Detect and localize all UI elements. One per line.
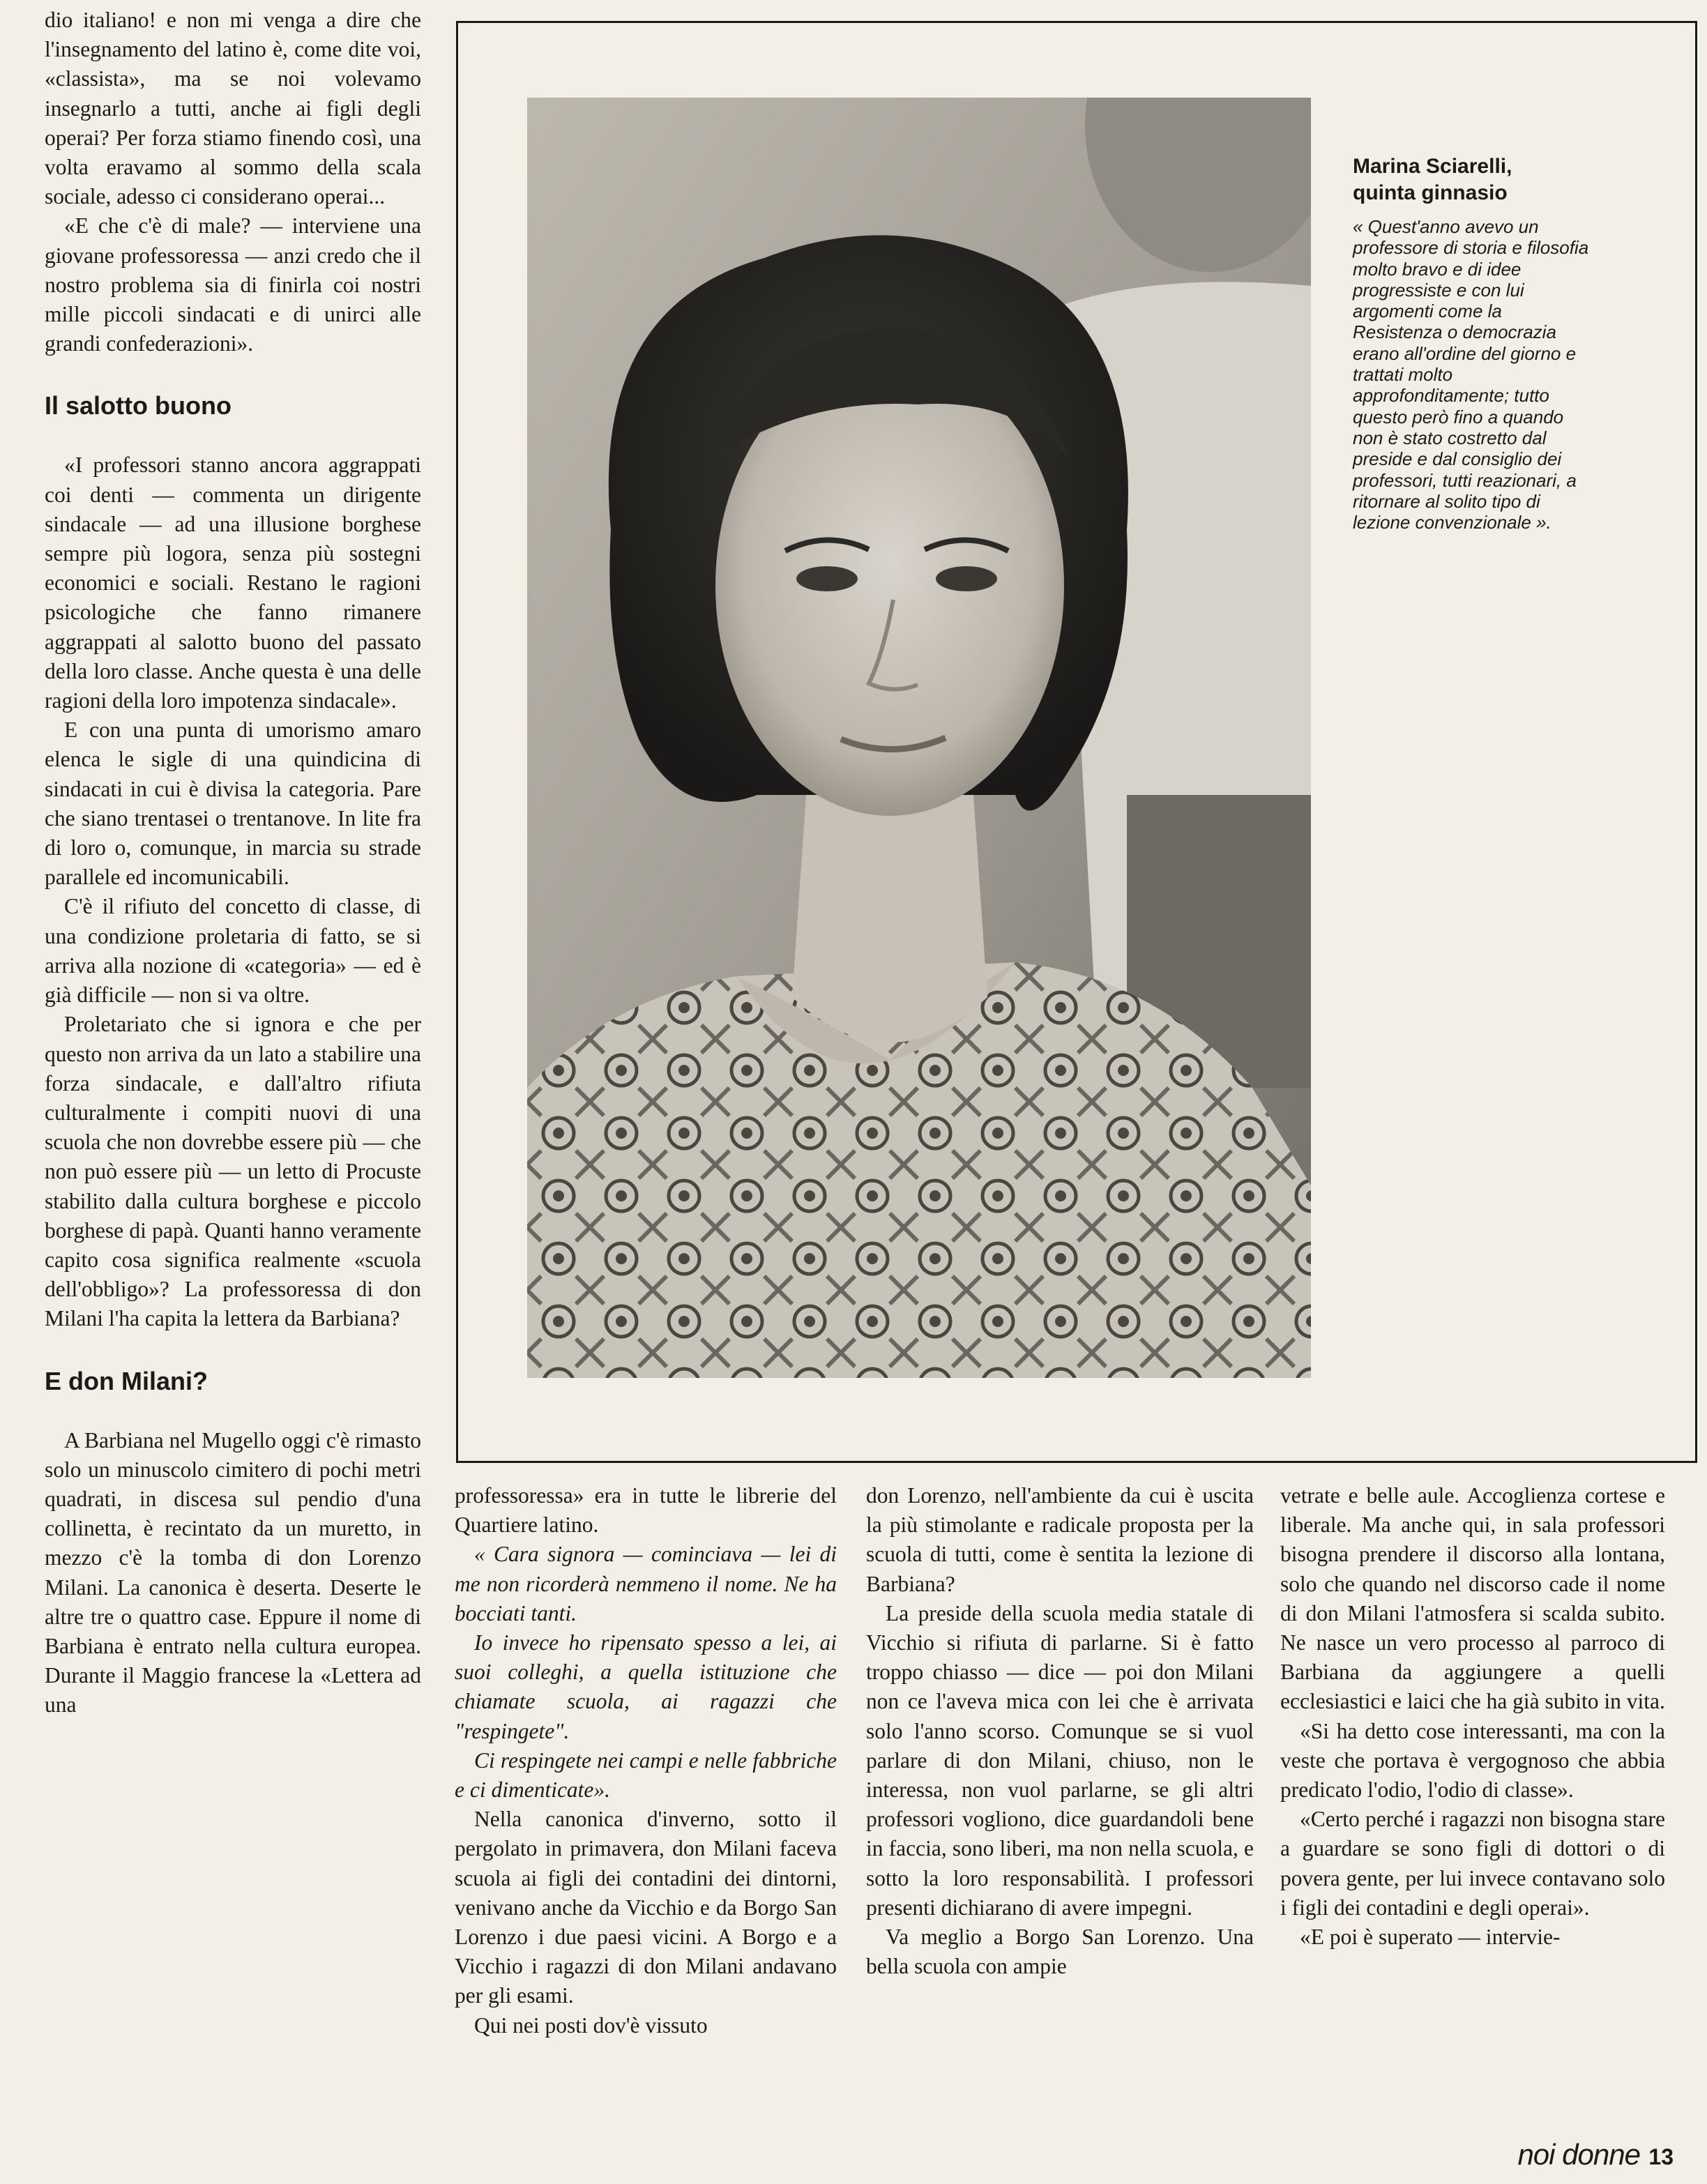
article-column-3 <box>866 1481 1254 1981</box>
portrait-illustration <box>527 98 1311 1378</box>
paragraph: Qui nei posti dov'è vissuto <box>474 2012 708 2038</box>
paragraph: professoressa» era in tutte le librerie del Quartiere latino. <box>455 1483 837 1538</box>
magazine-name: noi donne <box>1517 2138 1640 2171</box>
paragraph: don Lorenzo, nell'ambiente da cui è uscita la più stimolante e radicale proposta per la scuola di tutti, come è sentita la lezione di Barbiana? <box>866 1483 1254 1596</box>
article-column-1 <box>45 6 421 1720</box>
caption-class: quinta ginnasio <box>1353 181 1508 204</box>
section-heading: Il salotto buono <box>45 391 232 420</box>
article-column-4 <box>1280 1481 1665 1952</box>
paragraph: La preside della scuola media statale di Vicchio si rifiuta di parlarne. Si è fatto troppo chiasso — dice — poi don Milani non ce l'aveva mica con lei che è arrivata solo l'anno scorso. Comunque se si vuol parlare di don Milani, chiuso, non le interessa, non vuol parlarne, se gli altri professori vogliono, dice guardandoli bene in faccia, sono liberi, ma non nella scuola, e sotto la loro responsabilità. I professori presenti dichiarano di avere impegni. <box>866 1600 1254 1920</box>
paragraph: «I professori stanno ancora aggrappati coi denti — commenta un dirigente sindacale — ad una illusione borghese sempre più logora, senza più sostegni economici e sociali. Restano le ragioni psicologiche che fanno rimanere aggrappati al salotto buono del passato della loro classe. Anche questa è una delle ragioni della loro impotenza sindacale». <box>45 453 421 713</box>
page-footer <box>1517 2138 1674 2171</box>
quote-text: Ci respingete nei campi e nelle fabbriche e ci dimenticate». <box>455 1747 837 1803</box>
paragraph: Nella canonica d'inverno, sotto il pergolato in primavera, don Milani faceva scuola ai figli dei contadini dei dintorni, venivano anche da Vicchio e da Borgo San Lorenzo i due paesi vicini. A Borgo e a Vicchio i ragazzi di don Milani andavano per gli esami. <box>455 1807 837 2008</box>
paragraph: Va meglio a Borgo San Lorenzo. Una bella scuola con ampie <box>866 1925 1254 1979</box>
article-column-2 <box>455 1481 837 2040</box>
quote-paragraph <box>455 1628 837 1746</box>
paragraph: Proletariato che si ignora e che per questo non arriva da un lato a stabilire una forza sindacale, e dall'altro rifiuta culturalmente i compiti nuovi di una scuola che non dovrebbe essere più — che non può essere più — un letto di Procuste stabilito dalla cultura borghese e piccolo borghese di papà. Quanti hanno veramente capito cosa significa realmente «scuola dell'obbligo»? La professoressa di don Milani l'ha capita la lettera da Barbiana? <box>45 1012 421 1331</box>
quote-paragraph <box>455 1540 837 1628</box>
paragraph: C'è il rifiuto del concetto di classe, di una condizione proletaria di fatto, se si arriva alla nozione di «categoria» — ed è già difficile — non si va oltre. <box>45 894 421 1008</box>
portrait-photo <box>527 98 1311 1378</box>
paragraph: «Certo perché i ragazzi non bisogna stare a guardare se sono figli di dottori o di povera gente, per lui invece contavano solo i figli dei contadini e degli operai». <box>1280 1807 1665 1920</box>
quote-text: Io invece ho ripensato spesso a lei, ai suoi colleghi, a quella istituzione che chiamate scuola, ai ragazzi che "respingete". <box>455 1630 837 1743</box>
paragraph: A Barbiana nel Mugello oggi c'è rimasto solo un minuscolo cimitero di pochi metri quadrati, in discesa sul pendio d'una collinetta, è recintato da un muretto, in mezzo c'è la tomba di don Lorenzo Milani. La canonica è deserta. Deserte le altre tre o quattro case. Eppure il nome di Barbiana è entrato nella cultura europea. Durante il Maggio francese la «Lettera ad una <box>45 1427 421 1717</box>
caption-name: Marina Sciarelli, <box>1353 155 1512 178</box>
paragraph: dio italiano! e non mi venga a dire che l'insegnamento del latino è, come dite voi, «classista», ma se noi volevamo insegnarlo a tutti, anche ai figli degli operai? Per forza stiamo finendo così, una volta eravamo al sommo della scala sociale, adesso ci considerano operai... <box>45 8 421 209</box>
paragraph: vetrate e belle aule. Accoglienza cortese e liberale. Ma anche qui, in sala professori bisogna prendere il discorso alla lontana, solo che quando nel discorso cade il nome di don Milani l'atmosfera si scalda subito. Ne nasce un vero processo al parroco di Barbiana da aggiungere a quelli ecclesiastici e laici che ha già subito in vita. <box>1280 1483 1665 1714</box>
section-heading: E don Milani? <box>45 1366 208 1395</box>
paragraph: «Si ha detto cose interessanti, ma con la veste che portava è vergognoso che abbia predicato l'odio, l'odio di classe». <box>1280 1718 1665 1803</box>
quote-text: « Cara signora — cominciava — lei di me non ricorderà nemmeno il nome. Ne ha bocciati tanti. <box>455 1542 837 1625</box>
caption-quote: « Quest'anno avevo un professore di storia e filosofia molto bravo e di idee progressiste e con lui argomenti come la Resistenza o democrazia erano all'ordine del giorno e trattati molto approfonditamente; tutto questo però fino a quando non è stato costretto dal preside e dal consiglio dei professori, tutti reazionari, a ritornare al solito tipo di lezione convenzionale ». <box>1353 216 1589 533</box>
quote-paragraph <box>455 1746 837 1805</box>
page-number: 13 <box>1648 2144 1674 2169</box>
paragraph: E con una punta di umorismo amaro elenca le sigle di una quindicina di sindacati in cui è divisa la categoria. Pare che siano trentasei o trentanove. In lite fra di loro o, comunque, in marcia su strade parallele ed incomunicabili. <box>45 718 421 890</box>
paragraph: «E poi è superato — intervie- <box>1300 1925 1561 1950</box>
paragraph: «E che c'è di male? — interviene una giovane professoressa — anzi credo che il nostro problema sia di finirla coi nostri mille piccoli sindacati e di unirci alle grandi confederazioni». <box>45 213 421 356</box>
photo-caption <box>1353 153 1590 533</box>
